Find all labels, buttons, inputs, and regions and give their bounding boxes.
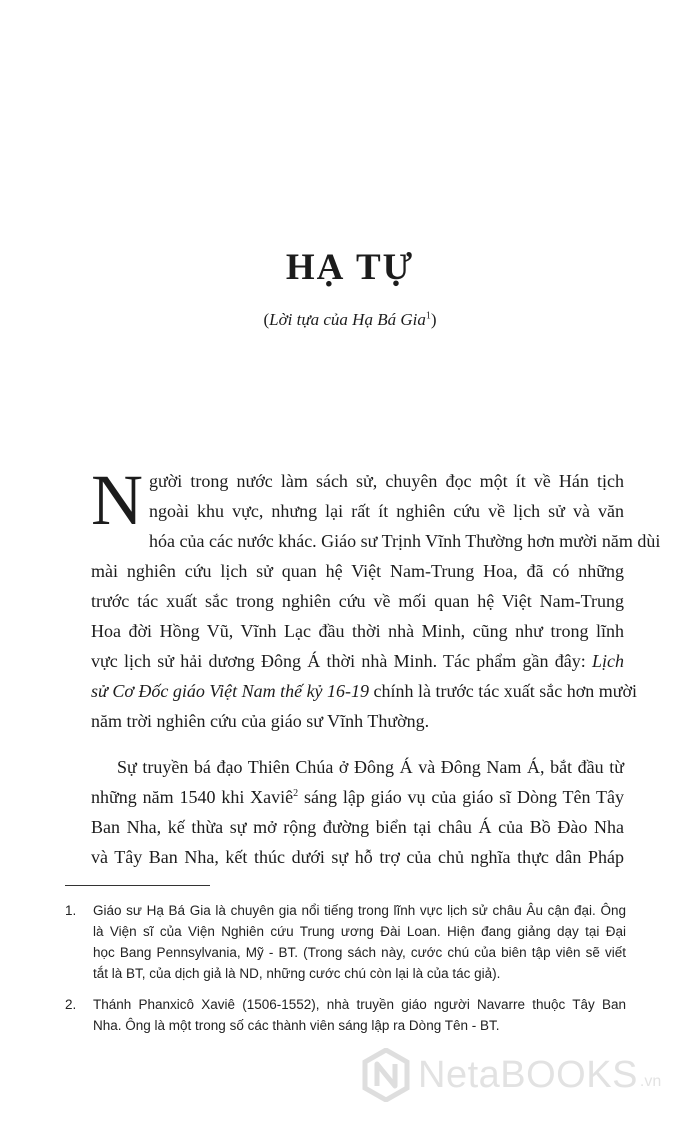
footnote-text: Giáo sư Hạ Bá Gia là chuyên gia nổi tiếng trong lĩnh vực lịch sử châu Âu cận đại. Ông là Viện sĩ của Viện Nghiên cứu Trung ương Đài Loan. Hiện đang giảng dạy tại Đại học Bang Pennsylvania, Mỹ - BT. (Trong sách này, cước chú của biên tập viên sẽ viết tắt là BT, của dịch giả là ND, những cước chú còn lại là của tác giả). xyxy=(93,903,626,981)
body-text xyxy=(91,460,661,872)
netabooks-logo-icon xyxy=(362,1048,410,1102)
subtitle-italic: Lời tựa của Hạ Bá Gia xyxy=(269,310,426,329)
book-title-italic: sử Cơ Đốc giáo Việt Nam thế kỷ 16-19 xyxy=(91,681,370,701)
text-line: vực lịch sử hải dương Đông Á thời nhà Minh. Tác phẩm gần đây: Lịch xyxy=(91,651,624,671)
footnote-ref-2: 2 xyxy=(293,788,299,799)
text-line: Hoa đời Hồng Vũ, Vĩnh Lạc đầu thời nhà Minh, cũng như trong lĩnh xyxy=(91,621,624,641)
watermark-brand: NetaBOOKS xyxy=(418,1053,638,1096)
paragraph-2 xyxy=(91,752,624,872)
footnote-ref-1: 1 xyxy=(425,310,431,322)
text-line: Sự truyền bá đạo Thiên Chúa ở Đông Á và Đông Nam Á, bắt đầu từ xyxy=(117,757,624,777)
book-title-italic: Lịch xyxy=(591,651,624,671)
drop-cap: N xyxy=(91,460,143,540)
footnote-number: 1. xyxy=(65,903,77,918)
text-line: sử Cơ Đốc giáo Việt Nam thế kỷ 16-19 chính là trước tác xuất sắc hơn mười xyxy=(91,681,638,701)
text-line: hóa của các nước khác. Giáo sư Trịnh Vĩnh Thường hơn mười năm dùi xyxy=(149,531,661,551)
footnote-number: 2. xyxy=(65,997,77,1012)
text-line: mài nghiên cứu lịch sử quan hệ Việt Nam-Trung Hoa, đã có những xyxy=(91,561,624,581)
text-line: và Tây Ban Nha, kết thúc dưới sự hỗ trợ của chủ nghĩa thực dân Pháp xyxy=(91,847,624,867)
footnote-text: Thánh Phanxicô Xaviê (1506-1552), nhà truyền giáo người Navarre thuộc Tây Ban Nha. Ông là một trong số các thành viên sáng lập ra Dòng Tên - BT. xyxy=(93,997,626,1033)
footnotes xyxy=(65,900,626,1046)
watermark-suffix: .vn xyxy=(639,1073,662,1090)
text-line: trước tác xuất sắc trong nghiên cứu về mối quan hệ Việt Nam-Trung xyxy=(91,591,624,611)
text-line: năm trời nghiên cứu của giáo sư Vĩnh Thường. xyxy=(91,711,430,731)
chapter-title: HẠ TỰ xyxy=(285,247,415,288)
text-line: Ban Nha, kế thừa sự mở rộng đường biển tại châu Á của Bồ Đào Nha xyxy=(91,817,624,837)
footnote-1 xyxy=(65,900,626,984)
footnote-divider xyxy=(65,885,210,886)
text-line: gười trong nước làm sách sử, chuyên đọc một ít về Hán tịch xyxy=(149,471,624,491)
footnote-2 xyxy=(65,994,626,1036)
chapter-subtitle: (Lời tựa của Hạ Bá Gia$^1$) xyxy=(263,310,437,329)
text-line: ngoài khu vực, nhưng lại rất ít nghiên cứu về lịch sử và văn xyxy=(149,501,624,521)
watermark xyxy=(362,1045,682,1105)
paragraph-1 xyxy=(91,460,661,736)
text-line: những năm 1540 khi Xaviê$^2$ sáng lập giáo vụ của giáo sĩ Dòng Tên Tây xyxy=(91,787,624,807)
